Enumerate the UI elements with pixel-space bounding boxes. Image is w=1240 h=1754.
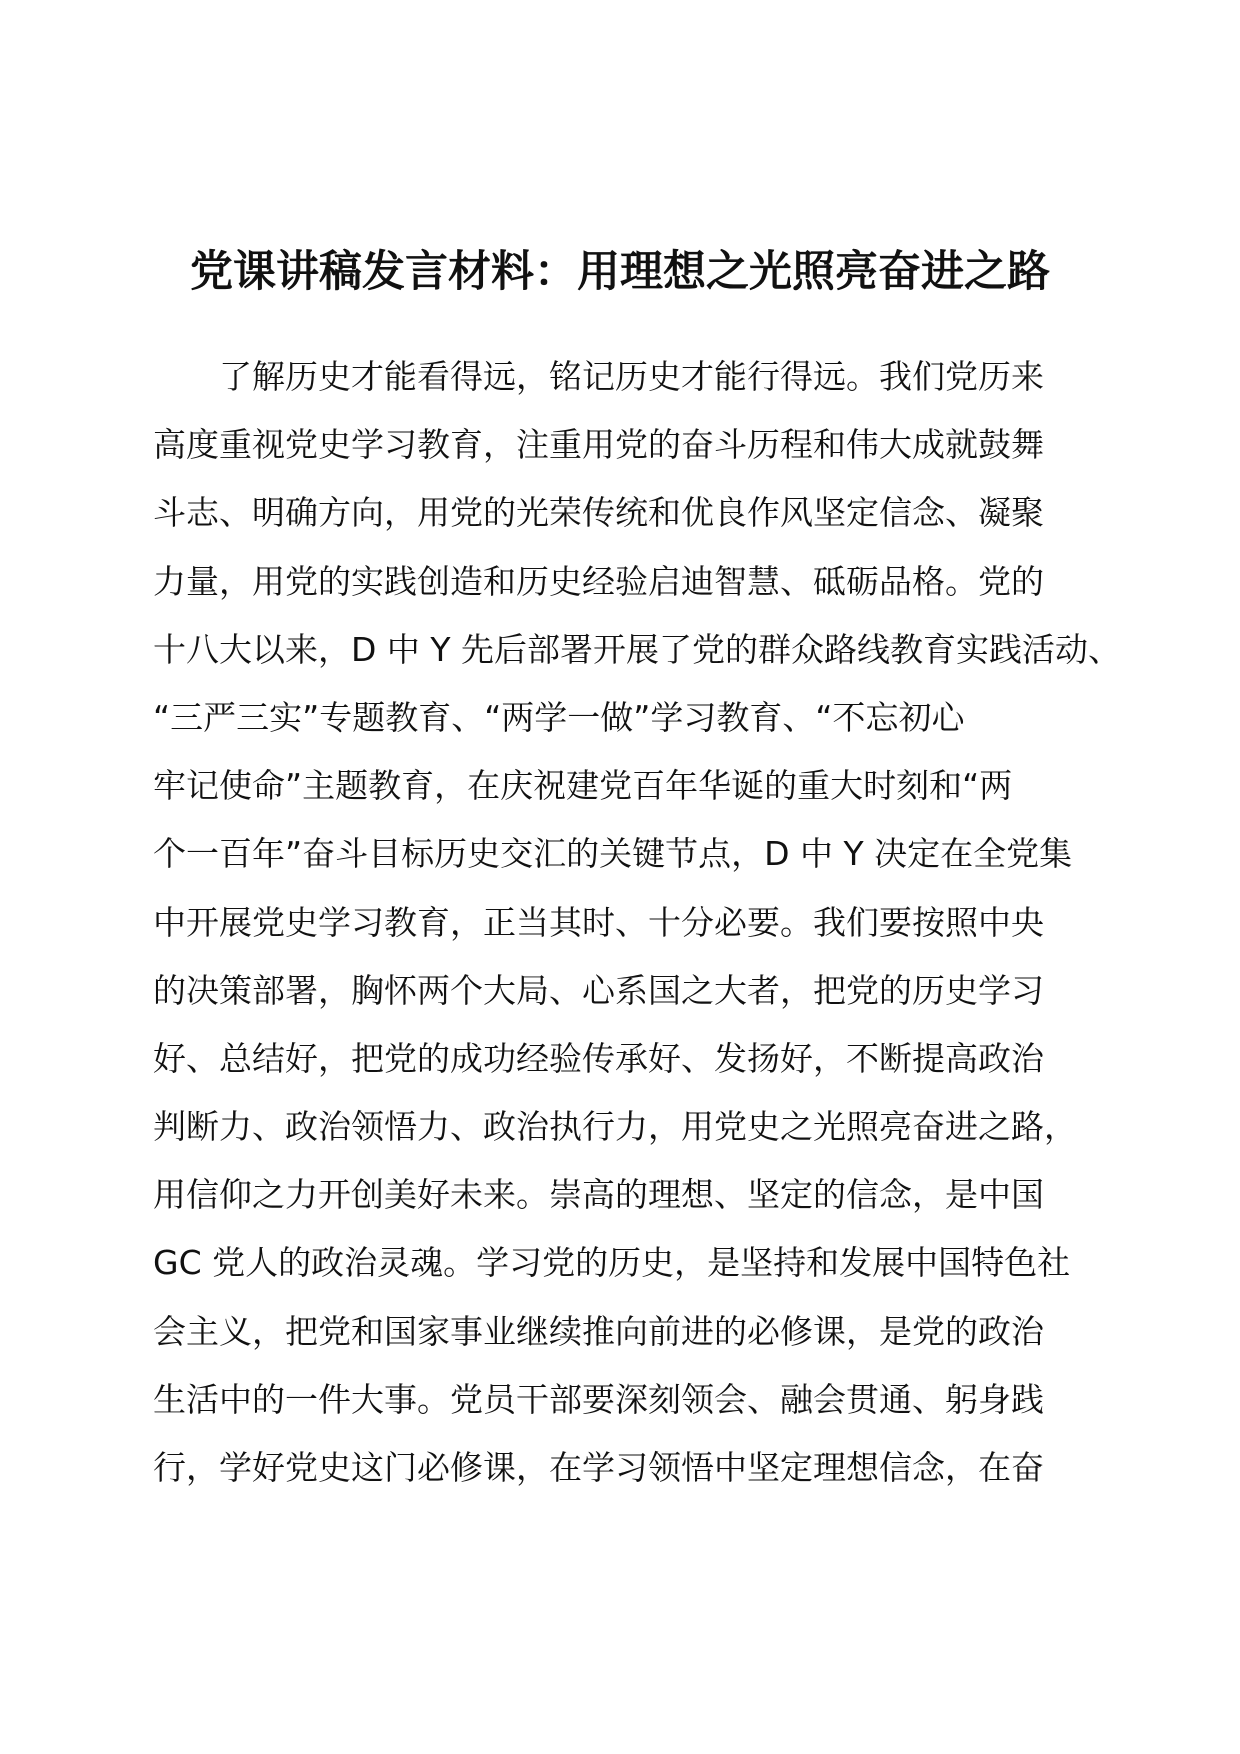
body-line: 斗志、明确方向，用党的光荣传统和优良作风坚定信念、凝聚 (153, 493, 1044, 533)
document-title: 党课讲稿发言材料：用理想之光照亮奋进之路 (190, 247, 1050, 297)
body-line: 生活中的一件大事。党员干部要深刻领会、融会贯通、躬身践 (153, 1379, 1044, 1419)
body-line: 了解历史才能看得远，铭记历史才能行得远。我们党历来 (153, 357, 1044, 396)
body-line: “三严三实”专题教育、“两学一做”学习教育、“不忘初心 (153, 697, 965, 737)
body-line: 中开展党史学习教育，正当其时、十分必要。我们要按照中央 (153, 902, 1044, 942)
body-line: 行，学好党史这门必修课，在学习领悟中坚定理想信念，在奋 (153, 1448, 1044, 1487)
body-line: 十八大以来，D 中 Y 先后部署开展了党的群众路线教育实践活动、 (153, 629, 1122, 669)
body-line: 判断力、政治领悟力、政治执行力，用党史之光照亮奋进之路， (153, 1107, 1077, 1147)
body-line: 的决策部署，胸怀两个大局、心系国之大者，把党的历史学习 (153, 970, 1044, 1010)
body-line: 力量，用党的实践创造和历史经验启迪智慧、砥砺品格。党的 (153, 561, 1044, 601)
body-line: 高度重视党史学习教育，注重用党的奋斗历程和伟大成就鼓舞 (153, 425, 1044, 465)
body-line: 会主义，把党和国家事业继续推向前进的必修课，是党的政治 (153, 1311, 1044, 1351)
body-line: 个一百年”奋斗目标历史交汇的关键节点，D 中 Y 决定在全党集 (153, 834, 1073, 874)
body-line: GC 党人的政治灵魂。学习党的历史，是坚持和发展中国特色社 (153, 1243, 1071, 1283)
body-line: 好、总结好，把党的成功经验传承好、发扬好，不断提高政治 (153, 1038, 1044, 1078)
body-line: 用信仰之力开创美好未来。崇高的理想、坚定的信念，是中国 (153, 1175, 1044, 1215)
body-line: 牢记使命”主题教育，在庆祝建党百年华诞的重大时刻和“两 (153, 766, 1013, 806)
document-body (153, 343, 1122, 1502)
